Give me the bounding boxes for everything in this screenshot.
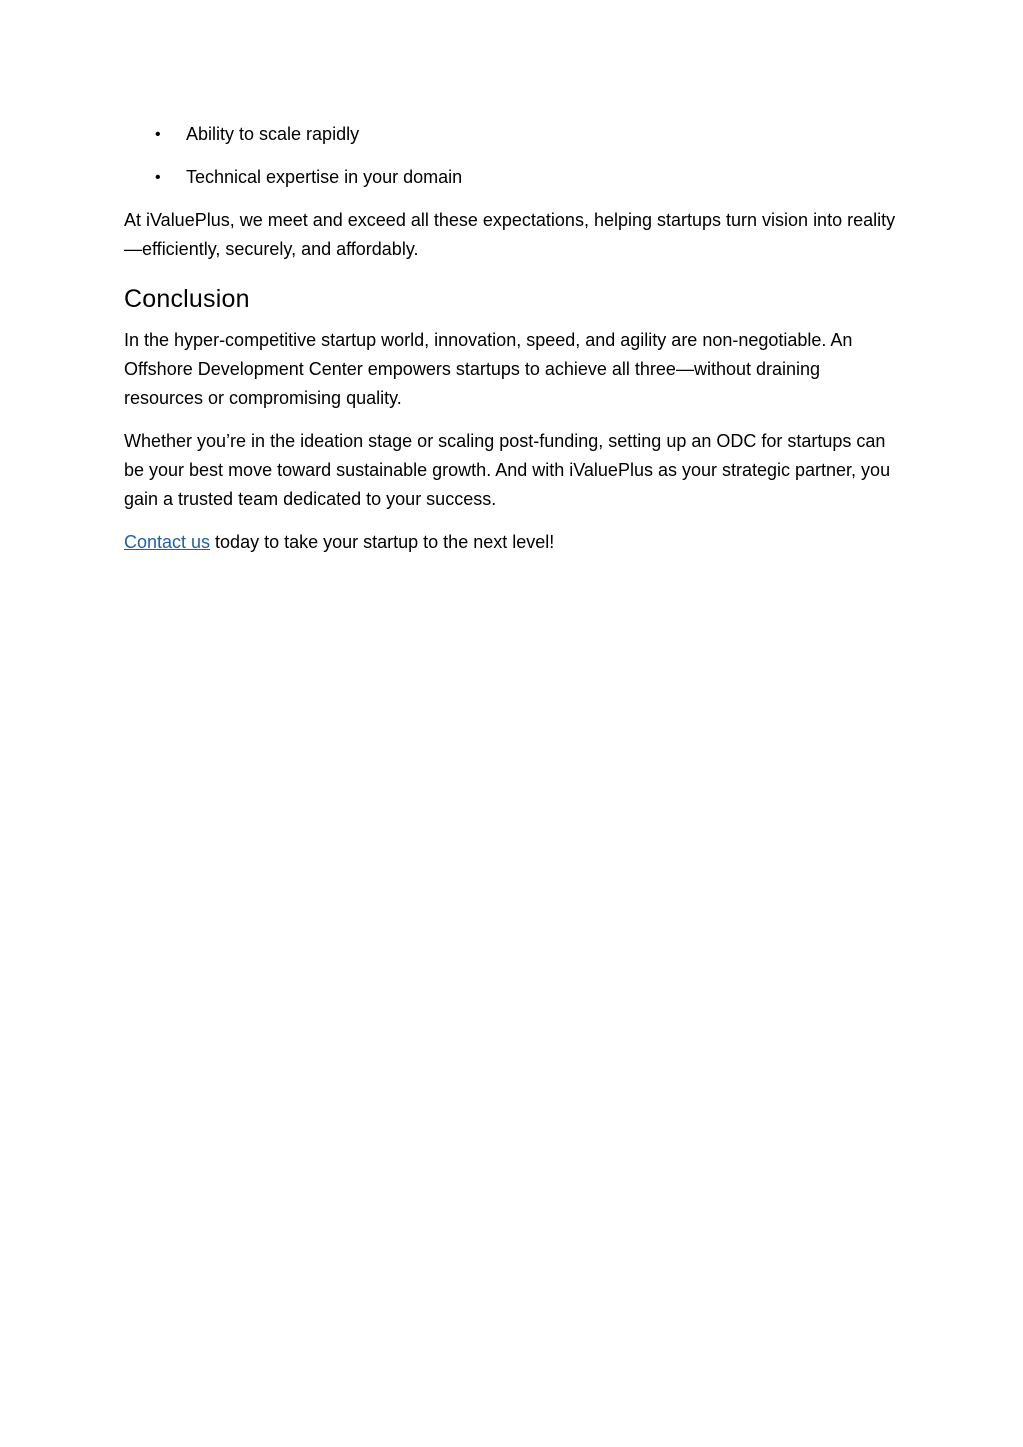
- list-item: [124, 120, 904, 149]
- call-to-action: [124, 528, 904, 557]
- conclusion-paragraph-1: In the hyper-competitive startup world, innovation, speed, and agility are non-negotiable. An Offshore Development Center empowers startups to achieve all three—without draining resources or compromising quality.: [124, 330, 853, 408]
- call-to-action-text: today to take your startup to the next level!: [210, 532, 555, 552]
- list-item-text: Technical expertise in your domain: [186, 167, 463, 187]
- conclusion-paragraph-2: Whether you’re in the ideation stage or scaling post-funding, setting up an ODC for startups can be your best move toward sustainable growth. And with iValuePlus as your strategic partner, you gain a trusted team dedicated to your success.: [124, 431, 891, 509]
- list-item: [124, 163, 904, 192]
- bullet-icon: •: [155, 169, 161, 186]
- section-heading: Conclusion: [124, 285, 250, 313]
- bullet-icon: •: [155, 126, 161, 143]
- intro-paragraph: At iValuePlus, we meet and exceed all these expectations, helping startups turn vision into reality—efficiently, securely, and affordably.: [124, 210, 896, 259]
- document-body: [124, 120, 904, 571]
- contact-us-link[interactable]: Contact us: [124, 532, 211, 552]
- list-item-text: Ability to scale rapidly: [186, 124, 360, 144]
- bullet-list: [124, 120, 904, 192]
